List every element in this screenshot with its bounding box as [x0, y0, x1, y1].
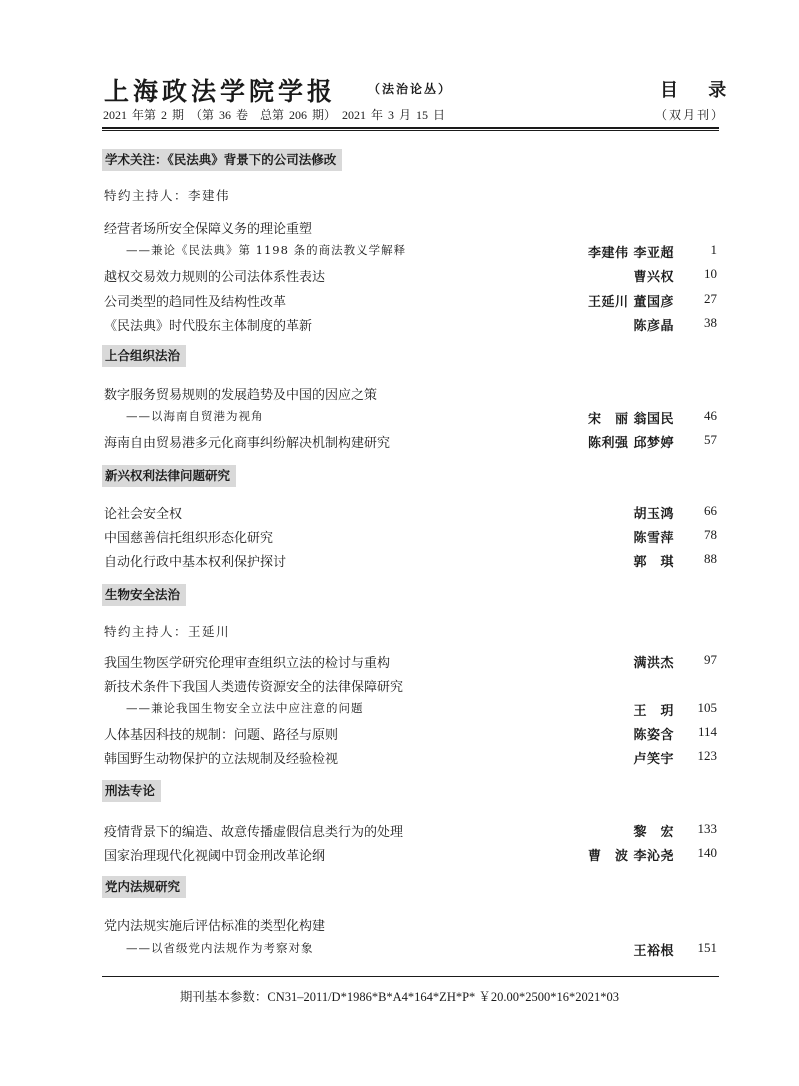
footer-rule	[102, 976, 719, 977]
article-author: 曹兴权	[633, 270, 674, 285]
article-title[interactable]: 韩国野生动物保护的立法规制及经验检视	[104, 752, 339, 767]
journal-title: 上海政法学院学报	[104, 77, 337, 106]
article-page: 66	[704, 503, 717, 518]
article-author: 曹 波 李沁尧	[587, 849, 674, 864]
article-author: 卢笑宇	[633, 752, 674, 767]
section-heading: 党内法规研究	[102, 876, 186, 898]
guest-host: 特约主持人：李建伟	[104, 188, 231, 203]
article-title[interactable]: 疫情背景下的编造、故意传播虚假信息类行为的处理	[104, 825, 404, 840]
article-page: 123	[697, 748, 717, 763]
article-title[interactable]: 公司类型的趋同性及结构性改革	[104, 295, 287, 310]
article-author: 王延川 董国彦	[587, 295, 674, 310]
article-page: 78	[704, 527, 717, 542]
article-title[interactable]: 国家治理现代化视阈中罚金刑改革论纲	[104, 849, 326, 864]
article-author: 王裕根	[633, 944, 674, 959]
article-page: 10	[704, 266, 717, 281]
article-page: 88	[704, 551, 717, 566]
article-page: 133	[697, 821, 717, 836]
article-page: 46	[704, 408, 717, 423]
section-heading: 刑法专论	[102, 780, 161, 802]
article-subtitle: ——兼论我国生物安全立法中应注意的问题	[126, 701, 364, 715]
toc-heading: 目 录	[660, 80, 739, 101]
journal-parameters: 期刊基本参数：CN31–2011/D*1986*B*A4*164*ZH*P* ￥20.00*2500*16*2021*03	[179, 990, 620, 1004]
article-page: 105	[697, 700, 717, 715]
article-subtitle: ——以省级党内法规作为考察对象	[126, 941, 314, 955]
article-page: 38	[704, 315, 717, 330]
article-title[interactable]: 数字服务贸易规则的发展趋势及中国的因应之策	[104, 388, 378, 403]
article-page: 97	[704, 652, 717, 667]
article-author: 郭 琪	[633, 555, 674, 570]
article-author: 胡玉鸿	[633, 507, 674, 522]
article-page: 57	[704, 432, 717, 447]
article-author: 李建伟 李亚超	[587, 246, 674, 261]
article-title[interactable]: 党内法规实施后评估标准的类型化构建	[104, 919, 326, 934]
section-heading: 学术关注：《民法典》背景下的公司法修改	[102, 149, 342, 171]
article-title[interactable]: 中国慈善信托组织形态化研究	[104, 531, 274, 546]
article-page: 140	[697, 845, 717, 860]
article-title[interactable]: 自动化行政中基本权利保护探讨	[104, 555, 287, 570]
section-heading: 上合组织法治	[102, 345, 186, 367]
frequency: （双月刊）	[655, 108, 726, 122]
article-subtitle: ——兼论《民法典》第 1198 条的商法教义学解释	[126, 243, 407, 257]
article-title[interactable]: 人体基因科技的规制：问题、路径与原则	[104, 728, 339, 743]
article-subtitle: ——以海南自贸港为视角	[126, 409, 264, 423]
header-rule-thin	[102, 130, 719, 131]
article-title[interactable]: 经营者场所安全保障义务的理论重塑	[104, 222, 313, 237]
article-title[interactable]: 新技术条件下我国人类遗传资源安全的法律保障研究	[104, 680, 404, 695]
header-rule	[102, 127, 719, 129]
article-author: 陈姿含	[633, 728, 674, 743]
article-author: 黎 宏	[633, 825, 674, 840]
issue-info: 2021 年第 2 期 （第 36 卷 总第 206 期） 2021 年 3 月 15 日	[103, 108, 446, 122]
article-page: 27	[704, 291, 717, 306]
article-title[interactable]: 论社会安全权	[104, 507, 183, 522]
section-heading: 生物安全法治	[102, 584, 186, 606]
article-page: 114	[697, 724, 717, 739]
article-title[interactable]: 《民法典》时代股东主体制度的革新	[104, 319, 313, 334]
section-heading: 新兴权利法律问题研究	[102, 465, 236, 487]
article-author: 宋 丽 翁国民	[587, 412, 674, 427]
guest-host: 特约主持人：王延川	[104, 624, 231, 639]
article-page: 151	[697, 940, 717, 955]
article-author: 陈雪萍	[633, 531, 674, 546]
article-page: 1	[710, 242, 717, 257]
article-title[interactable]: 海南自由贸易港多元化商事纠纷解决机制构建研究	[104, 436, 391, 451]
article-author: 陈彦晶	[633, 319, 674, 334]
article-author: 满洪杰	[633, 656, 674, 671]
article-title[interactable]: 越权交易效力规则的公司法体系性表达	[104, 270, 326, 285]
article-title[interactable]: 我国生物医学研究伦理审查组织立法的检讨与重构	[104, 656, 391, 671]
article-author: 王 玥	[633, 704, 674, 719]
journal-subtitle: （法治论丛）	[368, 82, 453, 96]
article-author: 陈利强 邱梦婷	[587, 436, 674, 451]
